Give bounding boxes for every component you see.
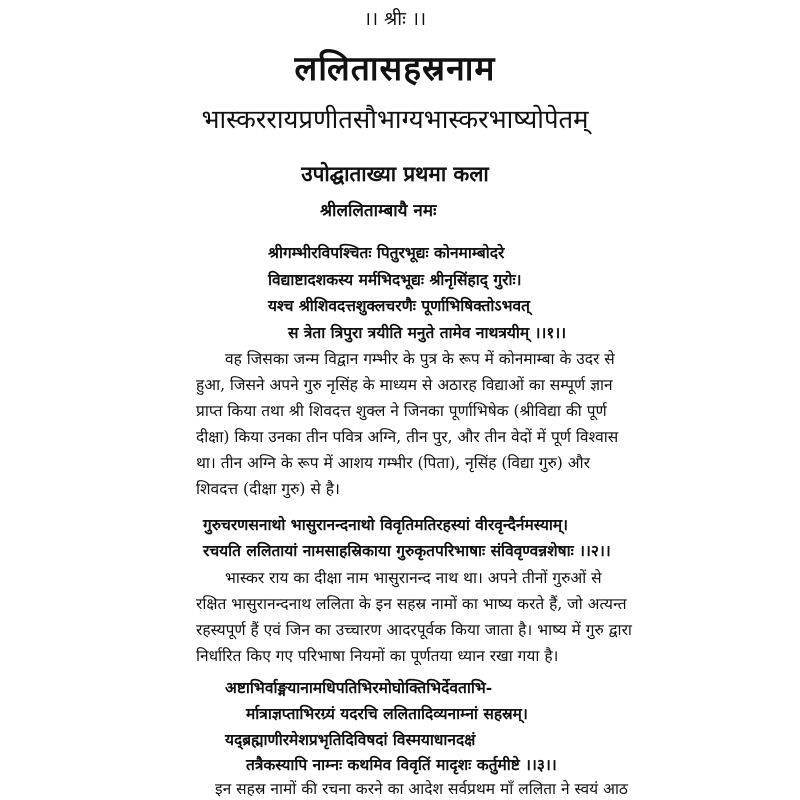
invocation: ।। श्रीः ।। <box>363 8 427 30</box>
verse3-line: र्मात्राज्ञप्ताभिरग्र्यं यदरचि ललितादिव्यनाम्नां सहस्रम्। <box>246 704 528 723</box>
prose-line: प्राप्त किया तथा श्री शिवदत्त शुक्ल ने जिनका पूर्णाभिषेक (श्रीविद्या की पूर्ण <box>196 402 607 420</box>
prose-line: रक्षित भासुरानन्दनाथ ललिता के इन सहस्र नामों का भाष्य करते हैं, जो अत्यन्त <box>196 595 627 613</box>
prose-line: शिवदत्त (दीक्षा गुरु) से है। <box>196 480 340 498</box>
page-title: ललितासहस्रनाम <box>294 49 496 89</box>
chapter-heading: उपोद्घाताख्या प्रथमा कला <box>301 161 489 186</box>
verse2-line: रचयति ललितायां नामसाहस्रिकाया गुरुकृतपरिभाषाः संविवृण्वन्नशेषाः ।।२।। <box>203 541 611 560</box>
prose-line: हुआ, जिसने अपने गुरु नृसिंह के माध्यम से अठारह विद्याओं का सम्पूर्ण ज्ञान <box>196 376 613 394</box>
prose-line: था। तीन अग्नि के रूप में आशय गम्भीर (पिता), नृसिंह (विद्या गुरु) और <box>196 454 590 472</box>
verse1-line: श्रीगम्भीरविपश्चितः पितुरभूद्यः कोनमाम्बोदरे <box>268 243 505 262</box>
verse1-line: विद्याष्टादशकस्य मर्मभिदभूद्यः श्रीनृसिंहाद् गुरोः। <box>268 270 522 289</box>
verse3-line: अष्टाभिर्वाङ्मयानामधिपतिभिरमोघोक्तिभिर्देवताभि- <box>225 678 493 697</box>
prose-line: दीक्षा) किया उनका तीन पवित्र अग्नि, तीन पुर, और तीन वेदों में पूर्ण विश्वास <box>196 428 619 446</box>
subtitle: भास्कररायप्रणीतसौभाग्यभास्करभाष्योपेतम् <box>201 105 589 135</box>
prose-line: इन सहस्र नामों की रचना करने का आदेश सर्वप्रथम माँ ललिता ने स्वयं आठ <box>215 780 628 798</box>
verse2-line: गुरुचरणसनाथो भासुरानन्दनाथो विवृतिमतिरहस्यां वीरवृन्दैर्नमस्याम्। <box>203 515 568 534</box>
prose-line: रहस्यपूर्ण हैं एवं जिन का उच्चारण आदरपूर्वक किया जाता है। भाष्य में गुरु द्वारा <box>196 621 632 639</box>
prose-line: भास्कर राय का दीक्षा नाम भासुरानन्द नाथ था। अपने तीनों गुरुओं से <box>225 569 602 587</box>
verse1-line: स त्रेता त्रिपुरा त्रयीति मनुते तामेव नाथत्रयीम् ।।१।। <box>288 323 567 342</box>
prose-line: वह जिसका जन्म विद्वान गम्भीर के पुत्र के रूप में कोनमाम्बा के उदर से <box>225 350 615 368</box>
salutation: श्रीललिताम्बायै नमः <box>320 201 437 221</box>
verse3-line: यद्ब्रह्माणीरमेशप्रभृतिदिविषदां विस्मयाधानदक्षं <box>225 730 476 749</box>
verse3-line: तत्रैकस्यापि नाम्नः कथमिव विवृतिं मादृशः कर्तुमीष्टे ।।३।। <box>246 755 557 774</box>
prose-line: निर्धारित किए गए परिभाषा नियमों का पूर्णतया ध्यान रखा गया है। <box>196 647 559 665</box>
verse1-line: यश्च श्रीशिवदत्तशुक्लचरणैः पूर्णाभिषिक्तोऽभवत् <box>268 296 530 315</box>
